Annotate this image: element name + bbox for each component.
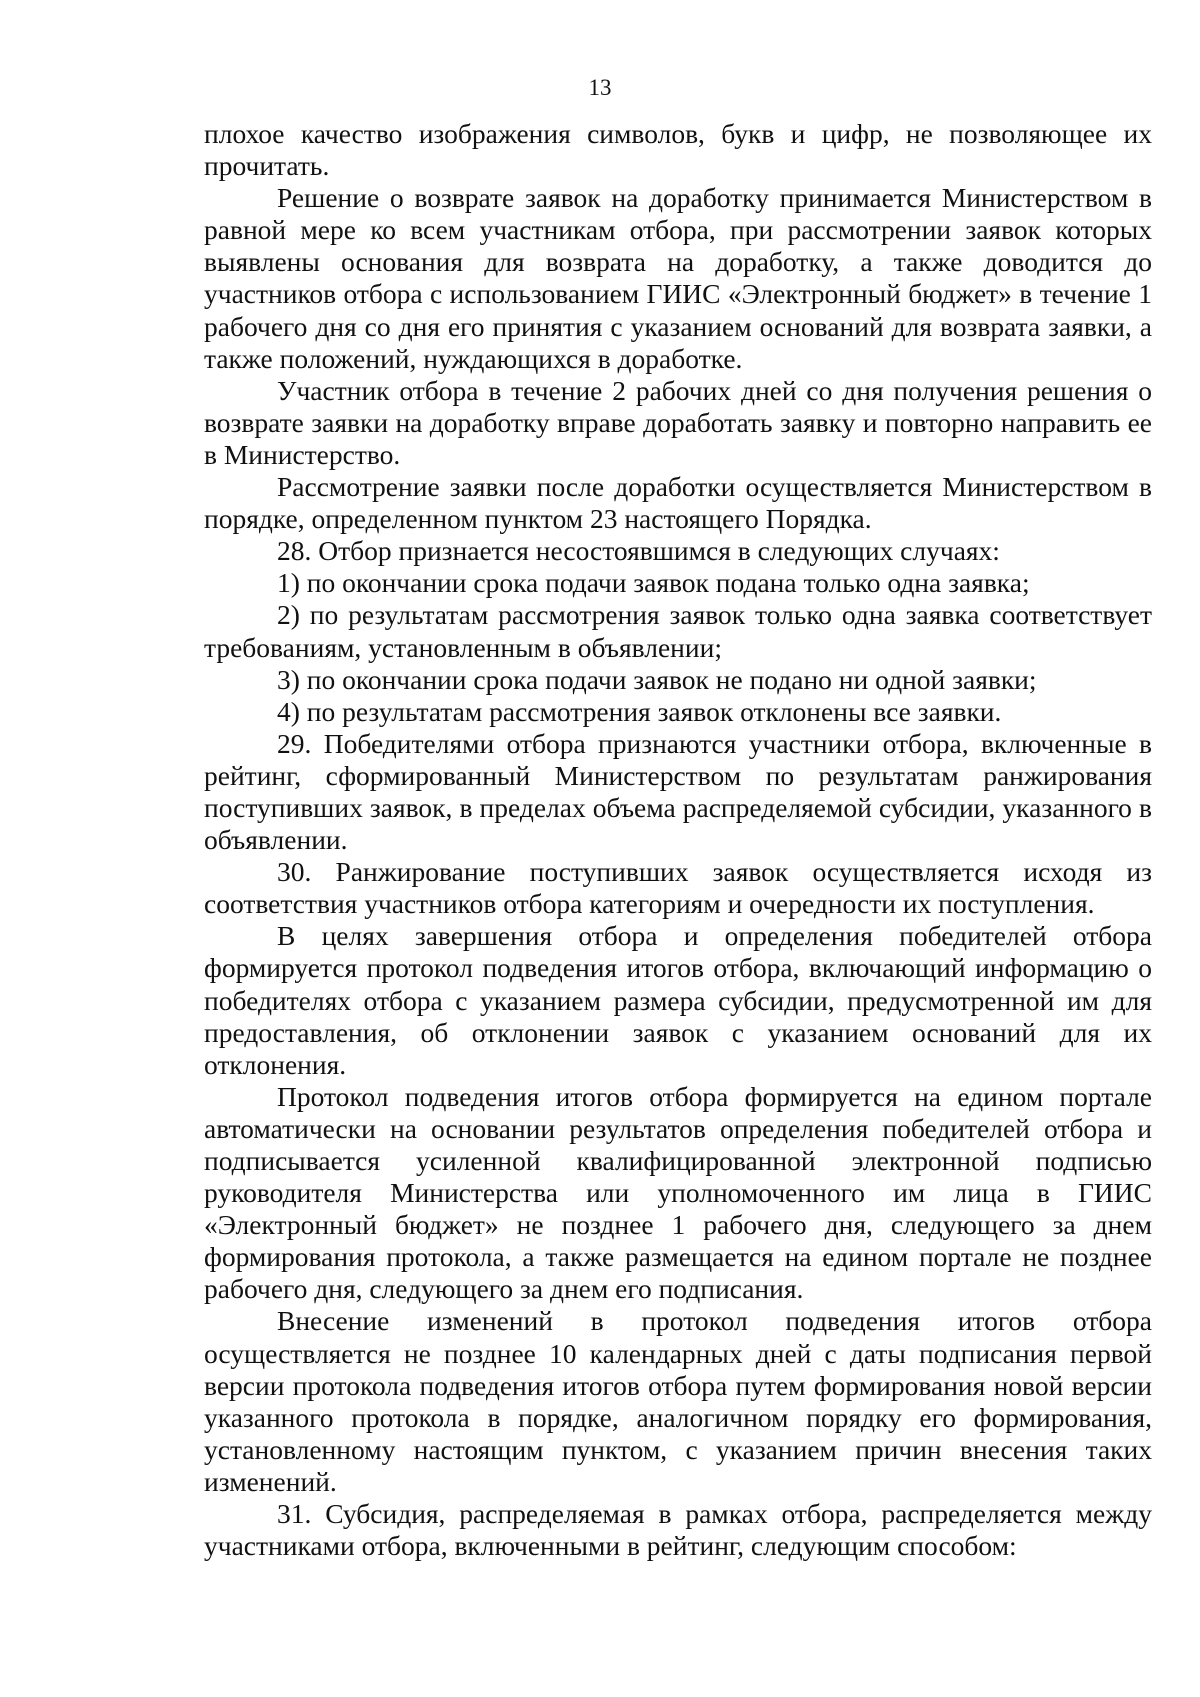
paragraph: Рассмотрение заявки после доработки осуществляется Министерством в порядке, определенном пунктом 23 настоящего Порядка. [204,471,1152,535]
paragraph: плохое качество изображения символов, букв и цифр, не позволяющее их прочитать. [204,118,1152,182]
paragraph: Участник отбора в течение 2 рабочих дней со дня получения решения о возврате заявки на доработку вправе доработать заявку и повторно направить ее в Министерство. [204,374,1152,470]
paragraph: В целях завершения отбора и определения победителей отбора формируется протокол подведения итогов отбора, включающий информацию о победителях отбора с указанием размера субсидии, предусмотренной им для предоставления, об отклонении заявок с указанием оснований для их отклонения. [204,920,1152,1080]
paragraph: 1) по окончании срока подачи заявок подана только одна заявка; [277,567,1030,599]
paragraph: 30. Ранжирование поступивших заявок осуществляется исходя из соответствия участников отбора категориям и очередности их поступления. [204,856,1152,920]
page-number: 13 [588,75,612,100]
paragraph: Протокол подведения итогов отбора формируется на едином портале автоматически на основании результатов определения победителей отбора и подписывается усиленной квалифицированной электронной подписью руководителя Министерства или уполномоченного им лица в ГИИС «Электронный бюджет» не позднее 1 рабочего дня, следующего за днем формирования протокола, а также размещается на едином портале не позднее рабочего дня, следующего за днем его подписания. [204,1080,1152,1305]
paragraph: Решение о возврате заявок на доработку принимается Министерством в равной мере ко всем участникам отбора, при рассмотрении заявок которых выявлены основания для возврата на доработку, а также доводится до участников отбора с использованием ГИИС «Электронный бюджет» в течение 1 рабочего дня со дня его принятия с указанием оснований для возврата заявки, а также положений, нуждающихся в доработке. [204,182,1152,374]
paragraph: 31. Субсидия, распределяемая в рамках отбора, распределяется между участниками отбора, включенными в рейтинг, следующим способом: [204,1498,1152,1562]
document-body [204,118,1152,1562]
paragraph: 29. Победителями отбора признаются участники отбора, включенные в рейтинг, сформированный Министерством по результатам ранжирования поступивших заявок, в пределах объема распределяемой субсидии, указанного в объявлении. [204,727,1152,856]
paragraph: 4) по результатам рассмотрения заявок отклонены все заявки. [277,695,1002,727]
paragraph: Внесение изменений в протокол подведения итогов отбора осуществляется не позднее 10 календарных дней с даты подписания первой версии протокола подведения итогов отбора путем формирования новой версии указанного протокола в порядке, аналогичном порядку его формирования, установленному настоящим пунктом, с указанием причин внесения таких изменений. [204,1305,1152,1497]
paragraph: 3) по окончании срока подачи заявок не подано ни одной заявки; [277,663,1037,695]
paragraph: 2) по результатам рассмотрения заявок только одна заявка соответствует требованиям, установленным в объявлении; [204,599,1152,663]
paragraph: 28. Отбор признается несостоявшимся в следующих случаях: [277,535,1000,567]
